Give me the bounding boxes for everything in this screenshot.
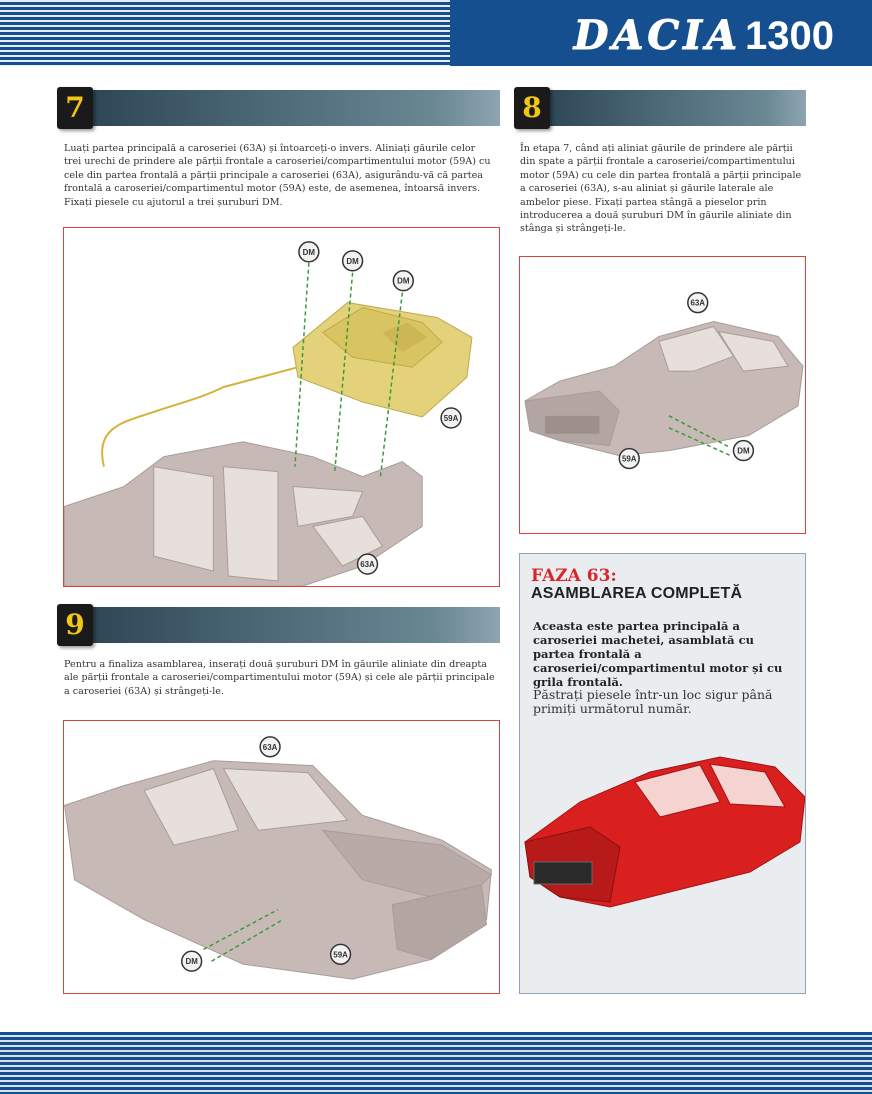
callout-59a — [619, 449, 639, 469]
step-9-diagram — [64, 721, 499, 993]
callout-dm-3 — [393, 271, 413, 291]
svg-text:59A: 59A — [443, 413, 459, 423]
step-9-text: Pentru a finaliza asamblarea, inserați două șuruburi DM în găurile aliniate din dreapta ale părții frontale a caroseriei/compartimentului motor (59A) și cele ale părții principale a caroseriei (63A) și strângeți-le. — [64, 659, 495, 697]
brand-name: DACIA — [573, 12, 742, 59]
step-9-number: 9 — [57, 604, 93, 646]
callout-63a — [688, 293, 708, 313]
svg-text:59A: 59A — [333, 950, 348, 960]
svg-text:DM: DM — [302, 247, 316, 257]
svg-text:DM: DM — [737, 446, 750, 456]
step-7-text: Luați partea principală a caroseriei (63A) și întoarceți-o invers. Aliniați găurile celor trei urechi de prindere ale părții frontale a caroseriei/compartimentului motor (59A) cu cele din partea frontală a părții principale a caroseriei (63A), asigurându-vă că partea frontală a caroseriei/compartimentul motor (59A) este, de asemenea, întoarsă invers. Fixați piesele cu ajutorul a trei șuruburi DM. — [64, 143, 491, 208]
step-7-illustration — [63, 227, 500, 587]
page-footer-stripes — [0, 1032, 872, 1094]
step-9-banner — [86, 607, 500, 643]
step-8-text: În etapa 7, când ați aliniat găurile de prindere ale părții din spate a părții frontale a caroseriei/compartimentului motor (59A) cu cele din partea frontală a părții principale a caroseriei (63A), s-au aliniat și găurile laterale ale ambelor piese. Fixați partea stângă a pieselor prin introducerea a două șuruburi DM în găurile aliniate din stânga și strângeți-le. — [520, 143, 802, 235]
step-7-diagram — [64, 228, 499, 586]
callout-dm-1 — [299, 242, 319, 262]
red-car-body-illustration — [520, 732, 806, 972]
phase-subtitle: ASAMBLAREA COMPLETĂ — [531, 585, 743, 602]
svg-text:59A: 59A — [621, 454, 637, 464]
step-7-banner — [86, 90, 500, 126]
car-body-assembled — [65, 761, 492, 979]
car-body-assembled — [525, 322, 803, 456]
step-8-diagram — [520, 257, 805, 533]
phase-summary: Aceasta este partea principală a caroseriei machetei, asamblată cu partea frontală a caroseriei/compartimentul motor și cu grila frontală. — [533, 619, 783, 689]
callout-dm — [733, 441, 753, 461]
step-8-illustration — [519, 256, 806, 534]
phase-title: FAZA 63: — [531, 566, 617, 586]
phase-note: Păstrați piesele într-un loc sigur până primiți următorul număr. — [533, 687, 773, 716]
callout-59a — [331, 944, 351, 964]
svg-text:DM: DM — [346, 256, 359, 266]
svg-text:DM: DM — [397, 276, 410, 286]
header-stripes — [0, 0, 450, 66]
step-8-number: 8 — [514, 87, 550, 129]
svg-text:63A: 63A — [262, 742, 278, 752]
brand-logo — [573, 12, 834, 59]
step-7-number: 7 — [57, 87, 93, 129]
svg-text:DM: DM — [185, 957, 198, 967]
svg-text:63A: 63A — [360, 560, 375, 570]
brand-number: 1300 — [745, 14, 834, 58]
callout-63a — [260, 737, 280, 757]
callout-dm-2 — [343, 251, 363, 271]
callout-63a — [358, 554, 378, 574]
step-9-illustration — [63, 720, 500, 994]
svg-text:63A: 63A — [690, 298, 706, 308]
step-8-banner — [544, 90, 806, 126]
callout-59a — [441, 408, 461, 428]
phase-summary-box — [519, 553, 806, 994]
engine-compartment-59a — [293, 303, 472, 417]
page-header — [0, 0, 872, 66]
completed-car-image — [520, 732, 806, 972]
callout-dm — [182, 951, 202, 971]
